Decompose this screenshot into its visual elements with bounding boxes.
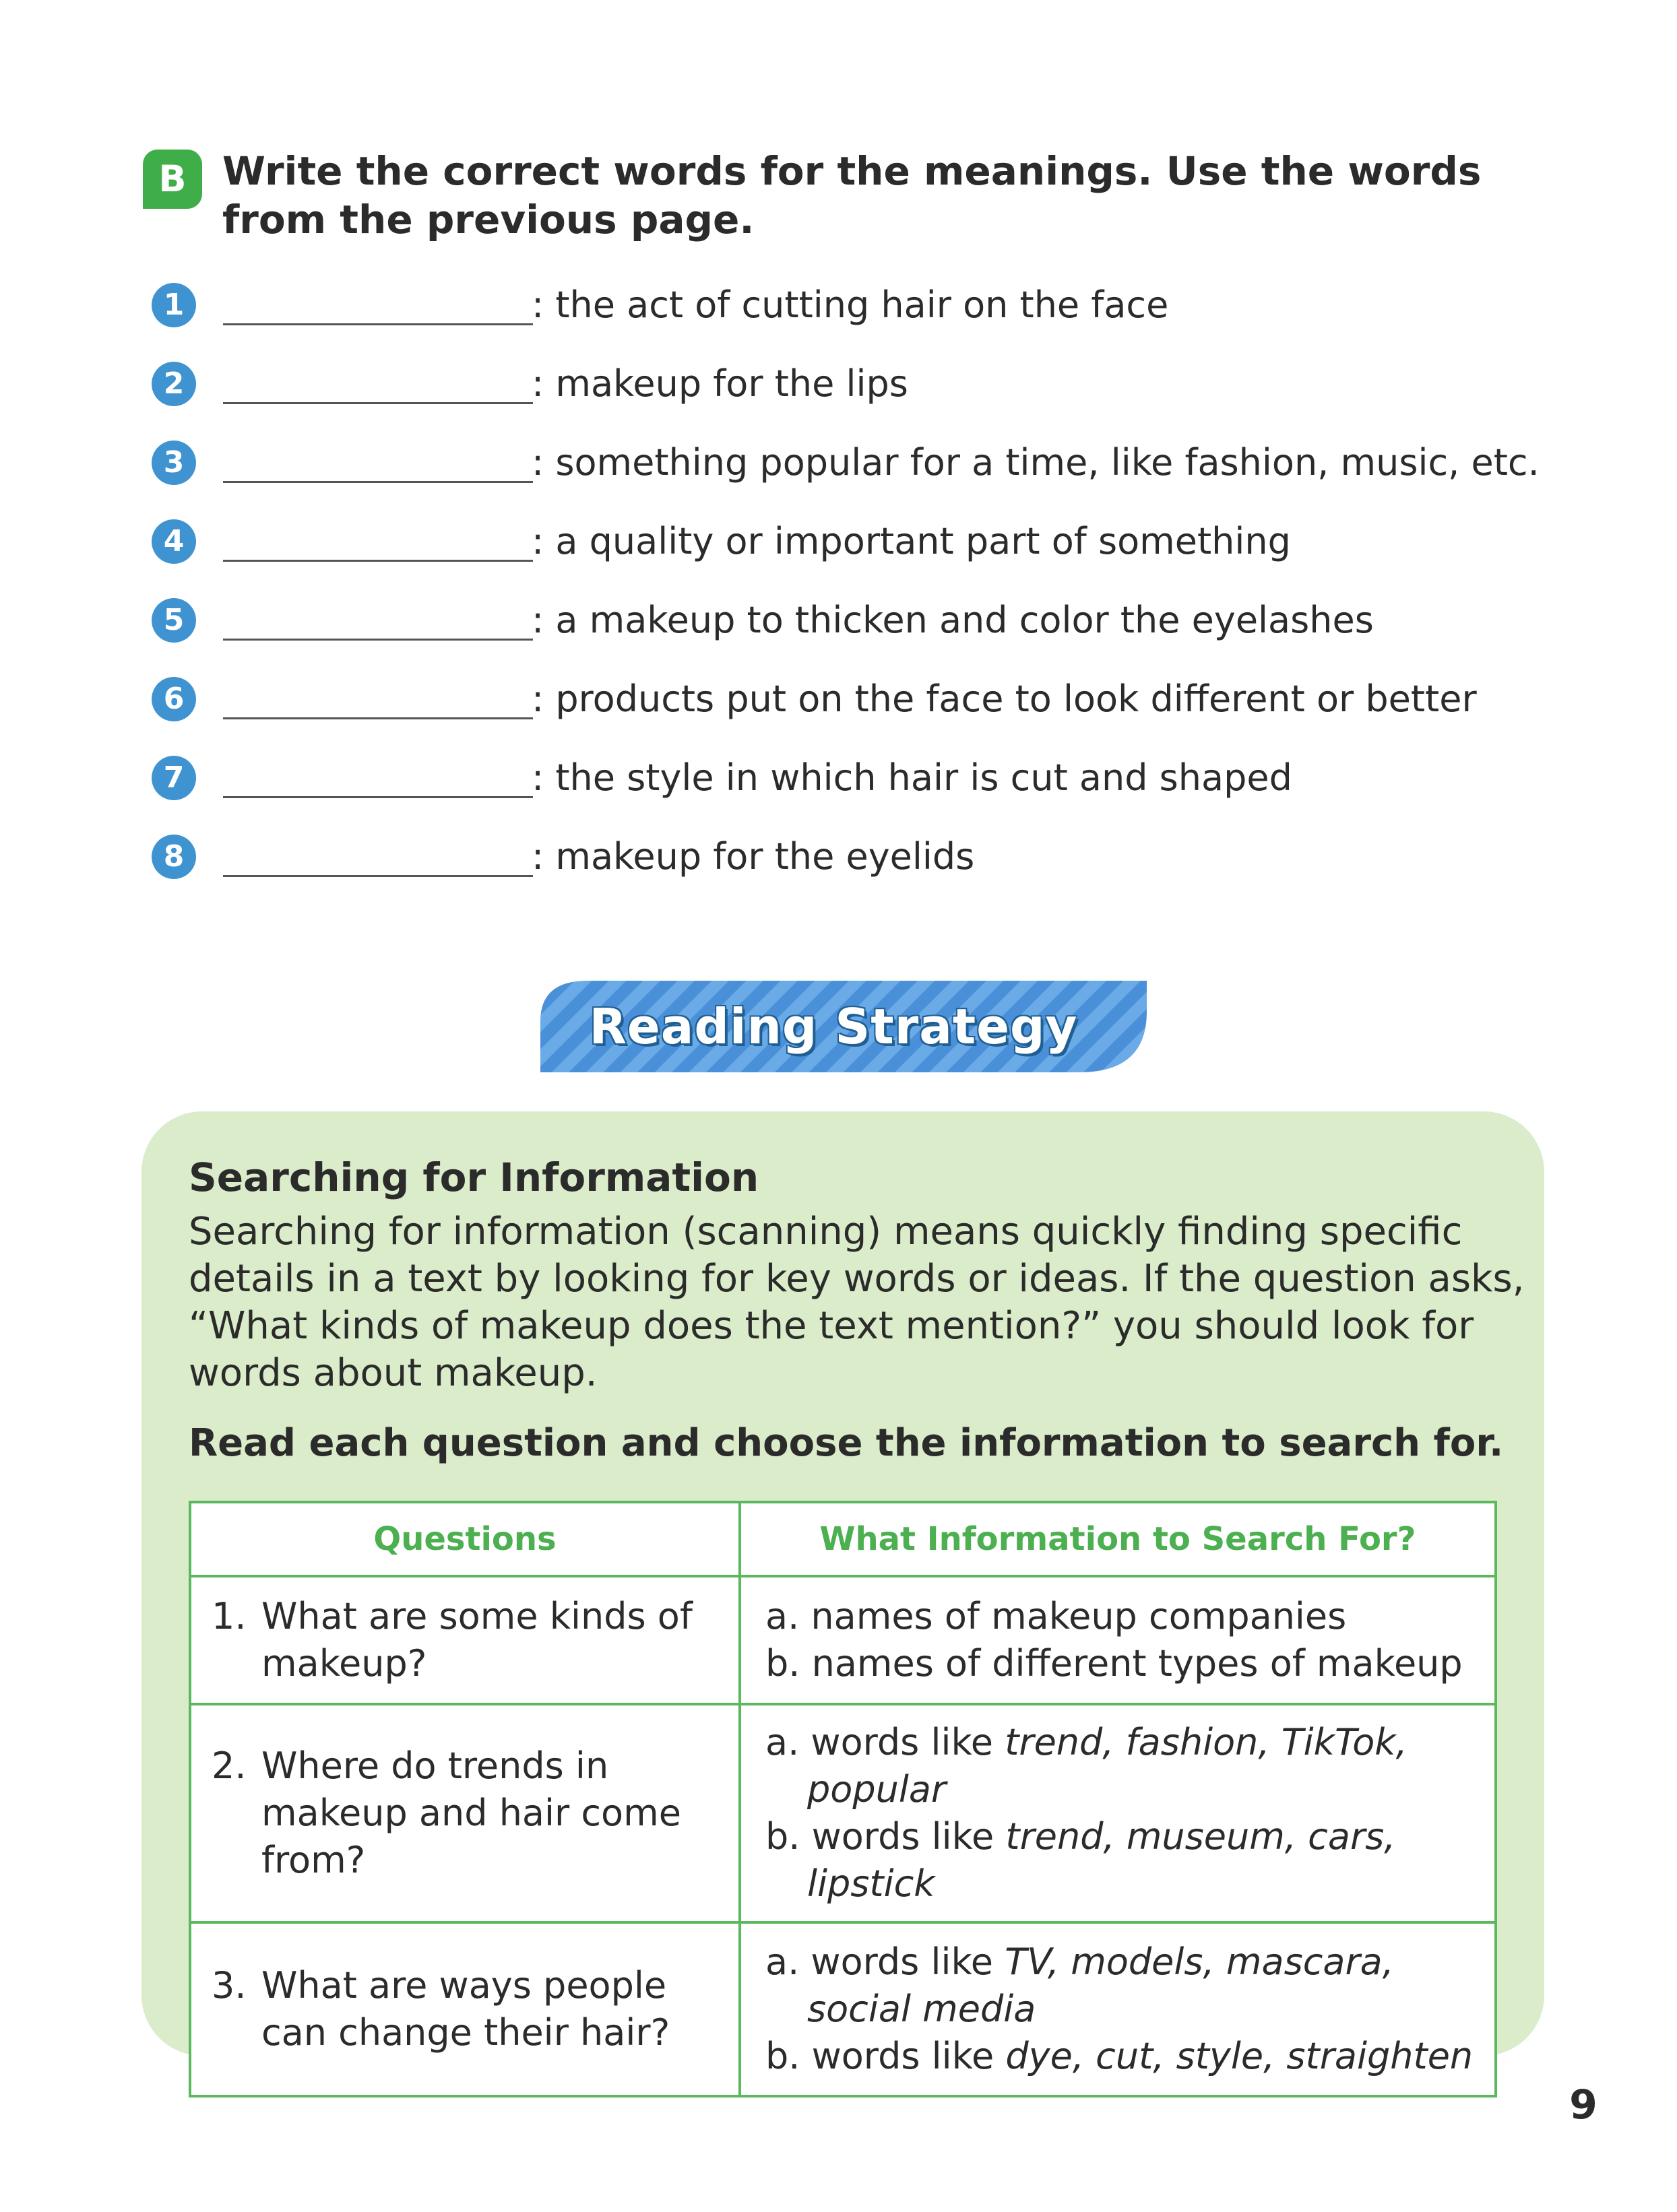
vocab-item	[152, 593, 1567, 647]
item-number: 2	[152, 362, 196, 406]
option-a[interactable]: a. names of makeup companies	[765, 1595, 1347, 1637]
option-a[interactable]: a. words like TV, models, mascara, social media	[765, 1941, 1394, 2030]
instruction-text: Write the correct words for the meanings. Use the words from the previous page.	[222, 148, 1482, 242]
page-number: 9	[1569, 2081, 1597, 2128]
item-definition: : products put on the face to look different or better	[532, 678, 1477, 720]
option-a[interactable]: a. words like trend, fashion, TikTok, popular	[765, 1721, 1407, 1811]
table-row	[190, 1922, 1496, 2096]
item-number: 6	[152, 677, 196, 721]
item-number: 5	[152, 598, 196, 643]
banner-title: Reading Strategy	[589, 998, 1078, 1055]
item-definition: : makeup for the eyelids	[532, 835, 975, 878]
option-b[interactable]: b. names of different types of makeup	[765, 1642, 1463, 1685]
vocab-item	[152, 278, 1567, 331]
vocab-item	[152, 672, 1567, 725]
table-row	[190, 1704, 1496, 1922]
reading-strategy-banner	[540, 981, 1147, 1072]
vocab-item	[152, 750, 1567, 804]
vocab-item	[152, 435, 1567, 489]
answer-cell	[740, 1704, 1496, 1922]
item-number: 8	[152, 835, 196, 879]
item-definition: : something popular for a time, like fashion, music, etc.	[532, 441, 1540, 484]
question-cell	[190, 1576, 740, 1704]
column-header-questions: Questions	[190, 1502, 740, 1576]
item-definition: : a makeup to thicken and color the eyelashes	[532, 599, 1374, 641]
item-number: 1	[152, 283, 196, 327]
answer-cell	[740, 1576, 1496, 1704]
answer-blank[interactable]	[223, 796, 533, 798]
question-text: What are some kinds of makeup?	[261, 1595, 693, 1685]
questions-table	[189, 1501, 1497, 2097]
answer-blank[interactable]	[223, 639, 533, 641]
vocab-item	[152, 356, 1567, 410]
question-text: Where do trends in makeup and hair come from?	[261, 1745, 681, 1881]
answer-blank[interactable]	[223, 402, 533, 404]
answer-blank[interactable]	[223, 875, 533, 877]
strategy-heading: Searching for Information	[189, 1154, 759, 1200]
item-number: 3	[152, 441, 196, 485]
answer-blank[interactable]	[223, 323, 533, 325]
section-badge: B	[143, 150, 202, 209]
item-definition: : the style in which hair is cut and shaped	[532, 756, 1292, 799]
option-b[interactable]: b. words like trend, museum, cars, lipstick	[765, 1815, 1396, 1905]
question-cell	[190, 1704, 740, 1922]
table-row	[190, 1576, 1496, 1704]
question-number: 3.	[212, 1964, 247, 2007]
question-number: 2.	[212, 1745, 247, 1787]
answer-cell	[740, 1922, 1496, 2096]
item-number: 7	[152, 756, 196, 800]
item-number: 4	[152, 519, 196, 564]
table-header-row	[190, 1502, 1496, 1576]
item-definition: : makeup for the lips	[532, 362, 908, 405]
question-cell	[190, 1922, 740, 2096]
option-b[interactable]: b. words like dye, cut, style, straighten	[765, 2035, 1474, 2077]
strategy-body: Searching for information (scanning) means quickly finding specific details in a text by looking for key words or ideas. If the question asks, “What kinds of makeup does the text mention?” you should look for words about makeup.	[189, 1210, 1525, 1395]
item-definition: : the act of cutting hair on the face	[532, 284, 1169, 326]
answer-blank[interactable]	[223, 560, 533, 562]
answer-blank[interactable]	[223, 717, 533, 719]
item-definition: : a quality or important part of something	[532, 520, 1291, 562]
vocab-item	[152, 829, 1567, 883]
answer-blank[interactable]	[223, 481, 533, 483]
question-number: 1.	[212, 1595, 247, 1637]
vocab-item	[152, 514, 1567, 568]
column-header-info: What Information to Search For?	[740, 1502, 1496, 1576]
question-text: What are ways people can change their hair?	[261, 1964, 670, 2054]
strategy-task: Read each question and choose the information to search for.	[189, 1421, 1504, 1465]
